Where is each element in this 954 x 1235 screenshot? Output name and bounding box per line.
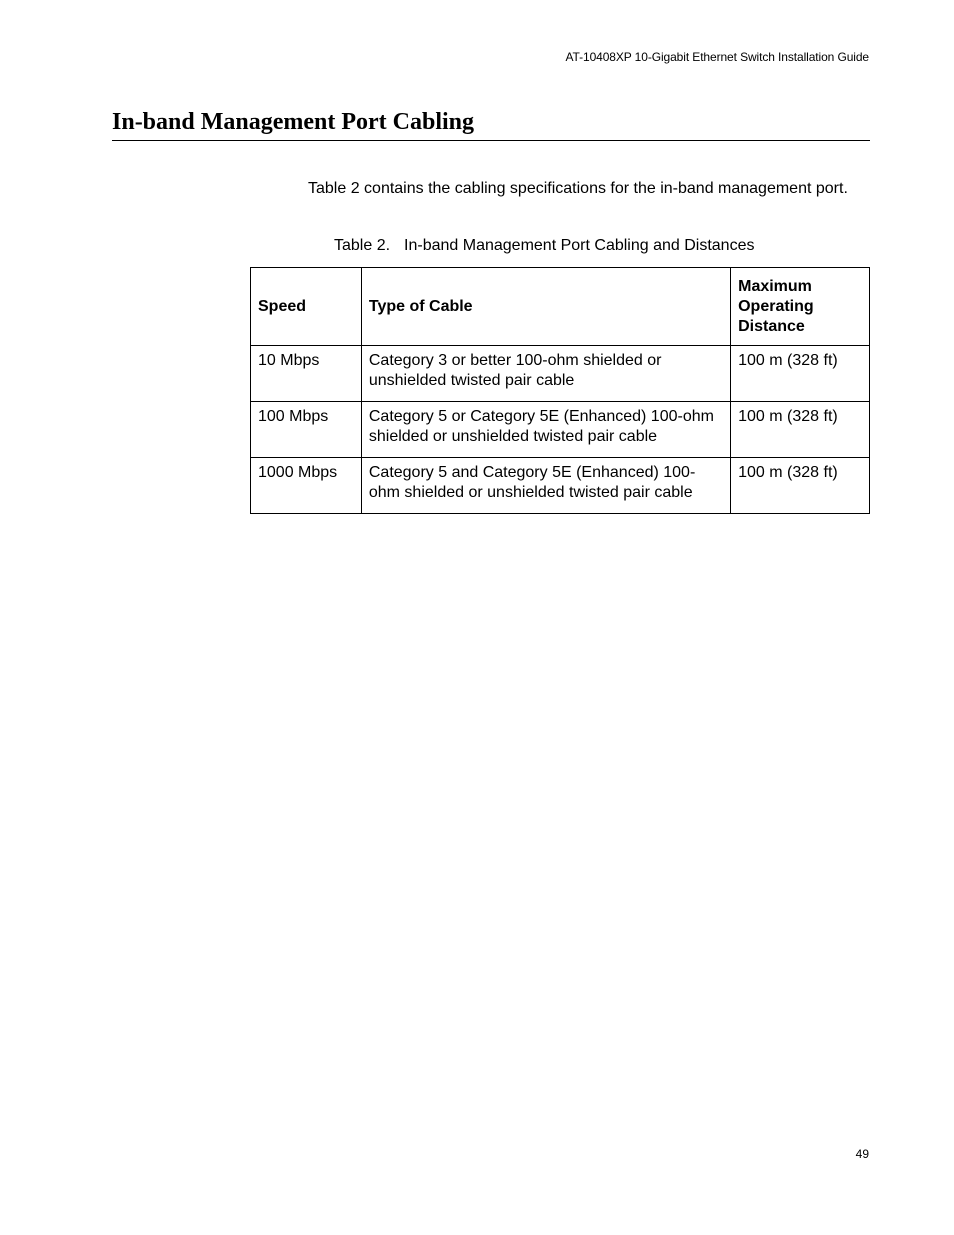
cell-speed: 100 Mbps xyxy=(251,402,362,458)
running-header: AT-10408XP 10-Gigabit Ethernet Switch Installation Guide xyxy=(565,50,869,64)
table-caption-text: In-band Management Port Cabling and Distances xyxy=(404,237,755,254)
cell-distance: 100 m (328 ft) xyxy=(731,458,870,514)
table-header-row xyxy=(251,268,870,346)
cell-distance: 100 m (328 ft) xyxy=(731,346,870,402)
title-rule xyxy=(112,140,870,141)
cell-speed: 10 Mbps xyxy=(251,346,362,402)
section-title: In-band Management Port Cabling xyxy=(112,109,475,135)
header-max-distance: Maximum Operating Distance xyxy=(731,268,870,346)
table-row xyxy=(251,458,870,514)
cell-distance: 100 m (328 ft) xyxy=(731,402,870,458)
cell-cable-type: Category 5 and Category 5E (Enhanced) 100-ohm shielded or unshielded twisted pair cable xyxy=(361,458,730,514)
cabling-table xyxy=(250,267,870,514)
table-row xyxy=(251,346,870,402)
table-caption-number: Table 2. xyxy=(334,237,391,254)
table-caption xyxy=(334,236,754,256)
cell-speed: 1000 Mbps xyxy=(251,458,362,514)
intro-paragraph: Table 2 contains the cabling specifications for the in-band management port. xyxy=(308,180,848,197)
table-row xyxy=(251,402,870,458)
header-type-of-cable: Type of Cable xyxy=(361,268,730,346)
cell-cable-type: Category 5 or Category 5E (Enhanced) 100-ohm shielded or unshielded twisted pair cable xyxy=(361,402,730,458)
header-speed: Speed xyxy=(251,268,362,346)
cell-cable-type: Category 3 or better 100-ohm shielded or unshielded twisted pair cable xyxy=(361,346,730,402)
page-number: 49 xyxy=(855,1147,869,1161)
